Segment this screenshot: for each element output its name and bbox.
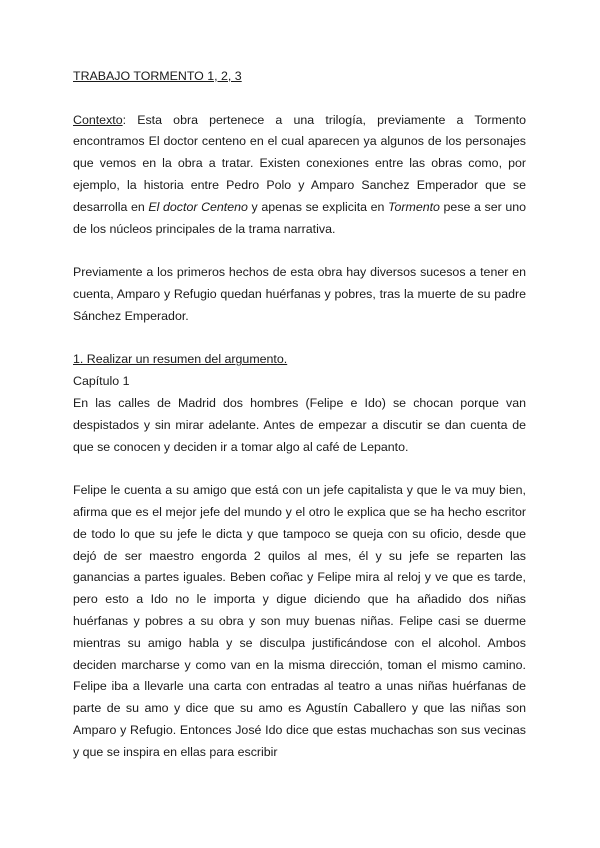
context-label: Contexto [73,112,123,127]
context-paragraph [73,110,526,241]
chapter1-paragraph-1: En las calles de Madrid dos hombres (Felipe e Ido) se chocan porque van despistados y sin mirar adelante. Antes de empezar a discutir se dan cuenta de que se conocen y deciden ir a tomar algo al café de Lepanto. [73,395,526,454]
context-italic-2: Tormento [388,199,440,214]
document-title: TRABAJO TORMENTO 1, 2, 3 [73,69,242,83]
context-text-3: pese a ser uno de los núcleos principales de la trama narrativa. [73,199,527,236]
chapter-label: Capítulo 1 [73,374,130,389]
context-italic-1: El doctor Centeno [148,199,248,214]
section-heading: 1. Realizar un resumen del argumento. [73,352,288,367]
context-text-1: : Esta obra pertenece a una trilogía, previamente a Tormento encontramos El doctor centeno en el cual aparecen ya algunos de los personajes que vemos en la obra a tratar. Existen conexiones entre las obras como, por ejemplo, la historia entre Pedro Polo y Amparo Sanchez Emperador que se desarrolla en [73,112,526,214]
context-text-2: y apenas se explicita en [247,199,389,214]
chapter1-paragraph-2: Felipe le cuenta a su amigo que está con un jefe capitalista y que le va muy bien, afirma que es el mejor jefe del mundo y el otro le explica que se ha hecho escritor de todo lo que su jefe le dicta y que tampoco se queja con su oficio, desde que dejó de ser maestro engorda 2 quilos al mes, él y su jefe se reparten las ganancias a partes iguales. Beben coñac y Felipe mira al reloj y ve que es tarde, pero esto a Ido no le importa y digue diciendo que ha añadido dos niñas huérfanas y pobres a su obra y son muy buenas niñas. Felipe casi se duerme mientras su amigo habla y se disculpa justificándose con el alcohol. Ambos deciden marcharse y como van en la misma dirección, toman el mismo camino. Felipe iba a llevarle una carta con entradas al teatro a unas niñas huérfanas de parte de su amo y dice que su amo es Agustín Caballero y que las niñas son Amparo y Refugio. Entonces José Ido dice que estas muchachas son sus vecinas y que se inspira en ellas para escribir [73,483,526,759]
background-paragraph: Previamente a los primeros hechos de esta obra hay diversos sucesos a tener en cuenta, Amparo y Refugio quedan huérfanas y pobres, tras la muerte de su padre Sánchez Emperador. [73,265,526,323]
